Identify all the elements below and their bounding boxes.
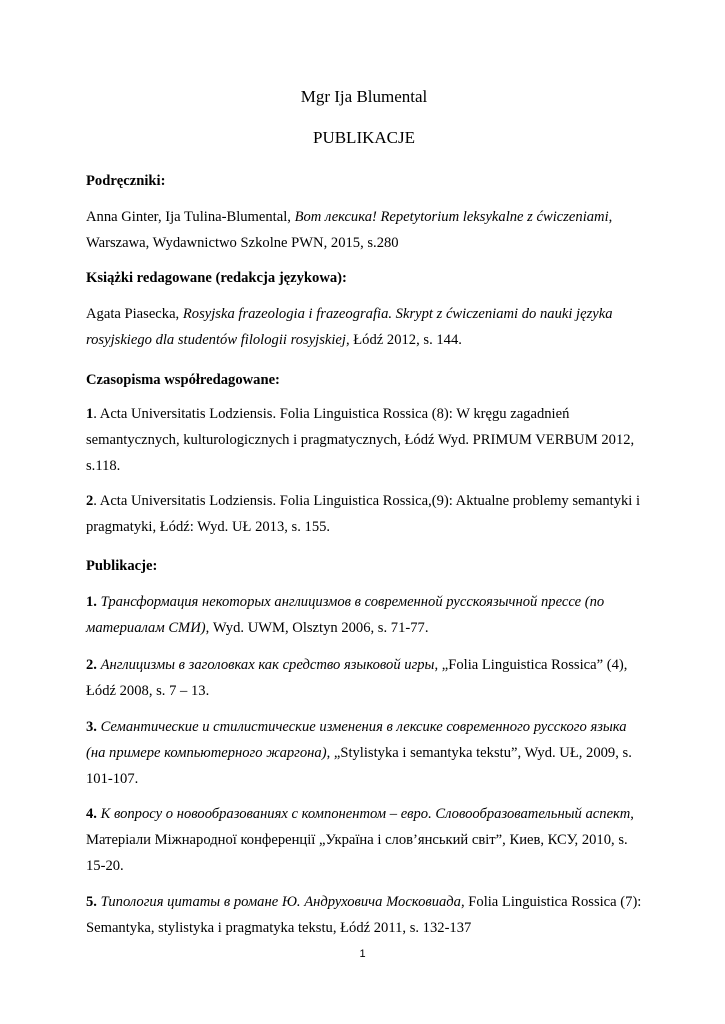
entry-title: Трансформация некоторых англицизмов в современной русскоязычной прессе (по материалам СМИ)	[86, 594, 605, 636]
entry-number: 1	[86, 406, 94, 422]
entry-title: Типология цитаты в романе Ю. Андруховича Московиада	[96, 894, 461, 910]
entry-text: . Acta Universitatis Lodziensis. Folia Linguistica Rossica (8): W kręgu zagadnień semantycznych, kulturologicznych i pragmatycznych, Łódź Wyd. PRIMUM VERBUM 2012, s.118.	[86, 406, 635, 474]
entry-details: , „Folia Linguistica Rossica” (4), Łódź 2008, s. 7 – 13.	[86, 657, 628, 699]
entry-details: , Матеріали Міжнародної конференції „Україна і слов’янський світ”, Киев, КСУ, 2010, s. 15-20.	[86, 806, 634, 874]
section-heading-textbooks: Podręczniki:	[86, 173, 166, 189]
entry-authors: Agata Piasecka,	[86, 306, 183, 322]
entry-title: Англицизмы в заголовках как средство языковой игры	[96, 657, 435, 673]
section-heading-edited-books: Książki redagowane (redakcja językowa):	[86, 270, 347, 286]
entry-number: 5.	[86, 894, 97, 910]
entry-details: , Folia Linguistica Rossica (7): Semantyka, stylistyka i pragmatyka tekstu, Łódź 2011, s. 132-137	[86, 894, 642, 936]
publication-entry	[86, 889, 642, 941]
entry-details: , Łódź 2012, s. 144.	[345, 332, 462, 348]
section-heading-journals: Czasopisma współredagowane:	[86, 372, 280, 388]
page-number: 1	[359, 948, 366, 960]
entry-number: 2	[86, 493, 94, 509]
entry-details: , Warszawa, Wydawnictwo Szkolne PWN, 2015, s.280	[86, 209, 613, 251]
edited-book-entry	[86, 301, 642, 353]
publication-entry	[86, 801, 642, 879]
entry-title: К вопросу о новообразованиях с компонентом – евро. Словообразовательный аспект	[96, 806, 631, 822]
publication-entry	[86, 589, 642, 641]
entry-details: , Wyd. UWM, Olsztyn 2006, s. 71-77.	[205, 620, 429, 636]
publication-entry	[86, 652, 642, 704]
entry-details: , „Stylistyka i semantyka tekstu”, Wyd. UŁ, 2009, s. 101-107.	[86, 745, 632, 787]
entry-title: Семантические и стилистические изменения в лексике современного русского языка (на примере компьютерного жаргона)	[86, 719, 627, 761]
entry-number: 1.	[86, 594, 97, 610]
journal-entry	[86, 401, 642, 479]
page-title: PUBLIKACJE	[312, 128, 415, 147]
author-name: Mgr Ija Blumental	[300, 87, 428, 106]
journal-entry	[86, 488, 642, 540]
entry-number: 3.	[86, 719, 97, 735]
entry-number: 4.	[86, 806, 97, 822]
publication-entry	[86, 714, 642, 792]
section-heading-publications: Publikacje:	[86, 558, 158, 574]
textbook-entry	[86, 204, 642, 256]
entry-number: 2.	[86, 657, 97, 673]
entry-authors: Anna Ginter, Ija Tulina-Blumental,	[86, 209, 295, 225]
entry-title: Вот лексика! Repetytorium leksykalne z ćwiczeniami	[294, 209, 609, 225]
entry-text: . Acta Universitatis Lodziensis. Folia Linguistica Rossica,(9): Aktualne problemy semantyki i pragmatyki, Łódź: Wyd. UŁ 2013, s. 155.	[86, 493, 641, 535]
entry-title: Rosyjska frazeologia i frazeografia. Skrypt z ćwiczeniami do nauki języka rosyjskiego dla studentów filologii rosyjskiej	[86, 306, 613, 348]
